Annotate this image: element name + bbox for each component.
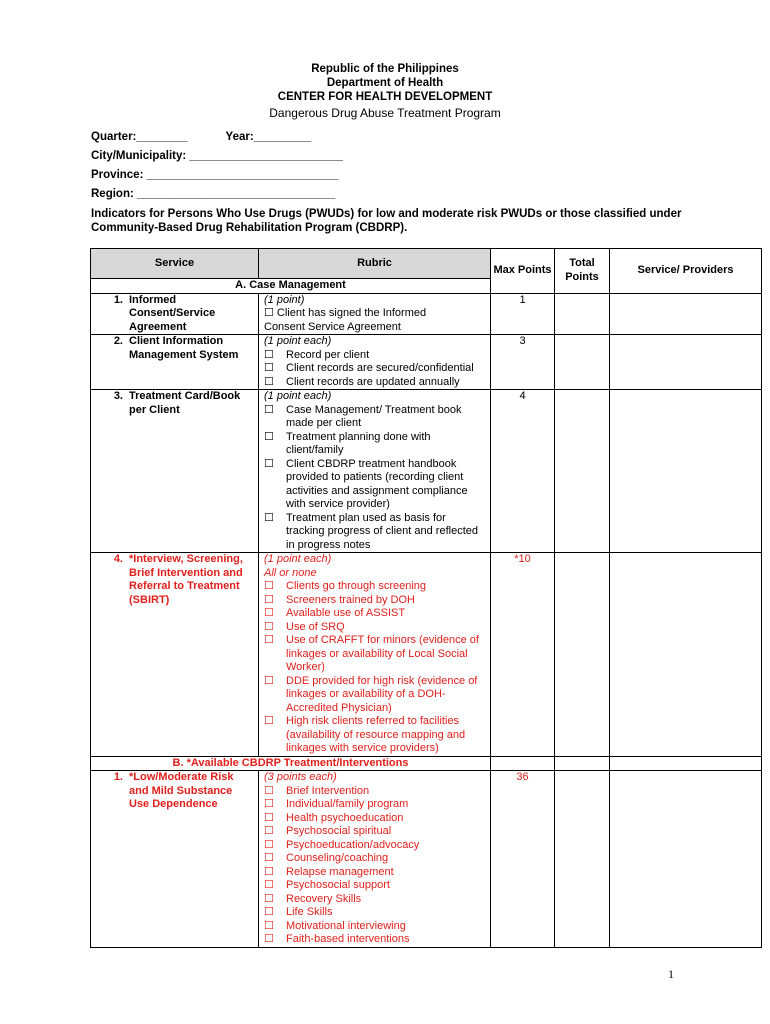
checkbox-icon[interactable]: ☐ (264, 919, 274, 932)
checkbox-icon[interactable]: ☐ (264, 798, 274, 810)
checkbox-icon[interactable]: ☐ (264, 607, 274, 619)
rubric-item: Client CBDRP treatment handbook provided to patients (recording client activities and assignment compliance with service provider) (286, 457, 468, 510)
checkbox-icon[interactable]: ☐ (264, 674, 274, 687)
checkbox-icon[interactable]: ☐ (264, 852, 274, 864)
section-a-title: A. Case Management (91, 279, 491, 294)
rubric-item-cont: Consent Service Agreement (264, 320, 401, 333)
all-or-none-note: All or none (264, 566, 317, 579)
rubric-item: Screeners trained by DOH (286, 593, 415, 606)
rubric-item: Client records are updated annually (286, 375, 460, 388)
max-points: 1 (491, 293, 555, 335)
rubric-item: Use of CRAFFT for minors (evidence of linkages or availability of Local Social Worker) (286, 634, 479, 673)
rubric-item: Psychosocial support (286, 879, 390, 891)
point-note: (1 point each) (264, 335, 332, 347)
checkbox-icon[interactable]: ☐ (264, 906, 274, 918)
year-field: Year:_________ (225, 131, 312, 143)
checkbox-icon[interactable]: ☐ (264, 457, 274, 470)
providers-cell[interactable] (610, 390, 762, 553)
checkbox-icon[interactable]: ☐ (264, 348, 274, 361)
region-field: Region: _______________________________ (91, 188, 336, 200)
rubric-item: Faith-based interventions (286, 933, 410, 945)
rubric-item: High risk clients referred to facilities (availability of resource mapping and linkages with service providers) (286, 715, 466, 754)
checkbox-icon[interactable]: ☐ (264, 892, 274, 905)
service-name: Client Information Management System (129, 335, 239, 361)
header-center: CENTER FOR HEALTH DEVELOPMENT (277, 91, 493, 103)
table-row (91, 553, 762, 757)
table-row (91, 390, 762, 553)
total-points-cell[interactable] (555, 771, 610, 948)
rubric-item: Case Management/ Treatment book made per client (286, 403, 462, 429)
rubric-item: Health psychoeducation (286, 811, 404, 824)
header-total-points: Total Points (555, 249, 610, 294)
page-number: 1 (668, 967, 674, 981)
rubric-item: DDE provided for high risk (evidence of linkages or availability of a DOH-Accredited Physician) (286, 674, 478, 714)
table-header-row (91, 249, 762, 279)
rubric-item: ☐ Client has signed the Informed (264, 307, 427, 319)
header-service: Service (91, 249, 259, 279)
service-name: *Low/Moderate Risk and Mild Substance Use Dependence (129, 771, 234, 810)
checkbox-icon[interactable]: ☐ (264, 430, 274, 443)
row-number: 1. (113, 293, 123, 306)
total-points-cell[interactable] (555, 293, 610, 335)
rubric-item: Psychoeducation/advocacy (286, 838, 420, 851)
checkbox-icon[interactable]: ☐ (264, 879, 274, 891)
point-note: (1 point) (264, 293, 305, 306)
service-name: Treatment Card/Book per Client (129, 390, 241, 416)
rubric-item: Individual/family program (286, 798, 409, 810)
section-b-row (91, 756, 762, 771)
checkbox-icon[interactable]: ☐ (264, 593, 274, 606)
point-note: (1 point each) (264, 390, 332, 402)
rubric-item: Treatment plan used as basis for tracking progress of client and reflected in progress notes (286, 511, 478, 551)
checkbox-icon[interactable]: ☐ (264, 580, 274, 592)
checkbox-icon[interactable]: ☐ (264, 784, 274, 797)
table-row (91, 771, 762, 948)
checkbox-icon[interactable]: ☐ (264, 375, 274, 388)
rubric-item: Life Skills (286, 906, 333, 918)
rubric-item: Recovery Skills (286, 892, 362, 905)
report-fields (91, 130, 691, 206)
checkbox-icon[interactable]: ☐ (264, 362, 274, 374)
rubric-item: Brief Intervention (286, 784, 370, 797)
header-republic: Republic of the Philippines (311, 63, 459, 75)
rubric-item: Record per client (286, 348, 370, 361)
header-rubric: Rubric (259, 249, 491, 279)
header-program: Dangerous Drug Abuse Treatment Program (269, 106, 501, 120)
rubric-item: Counseling/coaching (286, 852, 389, 864)
indicators-heading: Indicators for Persons Who Use Drugs (PWUDs) for low and moderate risk PWUDs or those classified under Community-Based Drug Rehabilitation Program (CBDRP). (91, 208, 682, 234)
checkbox-icon[interactable]: ☐ (264, 620, 274, 633)
checkbox-icon[interactable]: ☐ (264, 811, 274, 824)
rubric-item: Client records are secured/confidential (286, 362, 474, 374)
rubric-item: Treatment planning done with client/family (286, 430, 431, 456)
max-points: 36 (491, 771, 555, 948)
total-points-cell[interactable] (555, 553, 610, 757)
rubric-item: Available use of ASSIST (286, 607, 406, 619)
point-note: (3 points each) (264, 771, 337, 783)
rubric-item: Relapse management (286, 865, 394, 878)
service-name: *Interview, Screening, Brief Intervention and Referral to Treatment (SBIRT) (129, 553, 243, 606)
document-header (0, 62, 770, 121)
table-row (91, 293, 762, 335)
checkbox-icon[interactable]: ☐ (264, 403, 274, 416)
max-points: 4 (491, 390, 555, 553)
city-field: City/Municipality: ________________________ (91, 150, 343, 162)
max-points: *10 (491, 553, 555, 757)
checkbox-icon[interactable]: ☐ (264, 865, 274, 878)
providers-cell[interactable] (610, 335, 762, 390)
service-name: Informed Consent/Service Agreement (129, 293, 216, 333)
row-number: 1. (113, 771, 123, 783)
providers-cell[interactable] (610, 553, 762, 757)
providers-cell[interactable] (610, 293, 762, 335)
rubric-table (90, 248, 762, 948)
max-points: 3 (491, 335, 555, 390)
row-number: 3. (113, 390, 123, 402)
providers-cell[interactable] (610, 771, 762, 948)
rubric-item: Psychosocial spiritual (286, 825, 392, 837)
total-points-cell[interactable] (555, 335, 610, 390)
header-department: Department of Health (326, 77, 444, 89)
total-points-cell[interactable] (555, 390, 610, 553)
header-providers: Service/ Providers (610, 249, 762, 294)
checkbox-icon[interactable]: ☐ (264, 838, 274, 851)
province-field: Province: ______________________________ (91, 169, 339, 181)
rubric-item: Use of SRQ (286, 620, 345, 633)
table-row (91, 335, 762, 390)
section-b-title: B. *Available CBDRP Treatment/Interventions (91, 756, 491, 771)
header-max-points: Max Points (491, 249, 555, 294)
checkbox-icon[interactable]: ☐ (264, 825, 274, 837)
checkbox-icon[interactable]: ☐ (264, 715, 274, 727)
quarter-field: Quarter:________ (91, 131, 188, 143)
checkbox-icon[interactable]: ☐ (264, 634, 274, 646)
rubric-item: Clients go through screening (286, 580, 427, 592)
checkbox-icon[interactable]: ☐ (264, 933, 274, 945)
row-number: 2. (113, 335, 123, 347)
rubric-item: Motivational interviewing (286, 919, 406, 932)
row-number: 4. (113, 553, 123, 565)
checkbox-icon[interactable]: ☐ (264, 511, 274, 524)
point-note: (1 point each) (264, 553, 332, 565)
